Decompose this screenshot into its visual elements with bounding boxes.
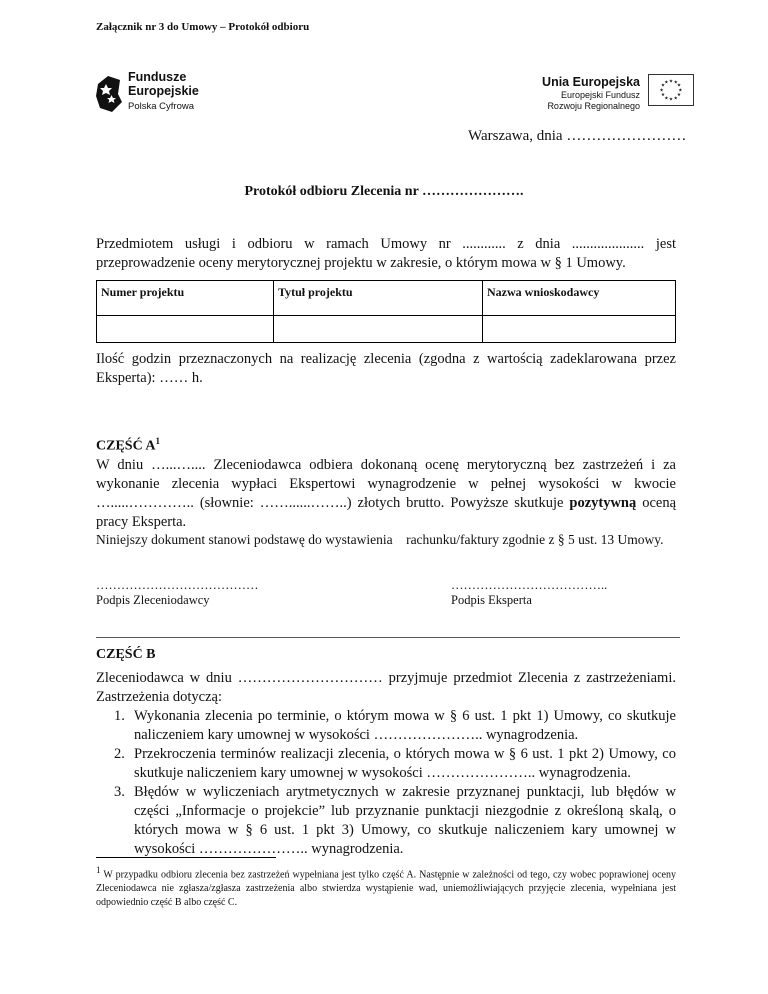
footnote: $^1$ W przypadku odbioru zlecenia bez zastrzeżeń wypełniana jest tylko część A. Następnie w zależności od tego, czy wobec poprawionej oceny Zleceniodawca nie zgłasza/zgłasza zastrzeżenia albo stwierdza wystąpienie wad, uniemożliwiających przyjęcie zlecenia, wypełniana jest odpowiednio część B albo część C. [96, 865, 676, 909]
svg-text:★: ★ [664, 96, 669, 102]
list-item: 2. Przekroczenia terminów realizacji zlecenia, o których mowa w § 6 ust. 1 pkt 2) Umowy, co skutkuje naliczeniem kary umownej w wysokości ………………….. wynagrodzenia. [114, 746, 676, 781]
col-project-number: Numer projektu [97, 281, 274, 316]
section-divider [96, 637, 680, 638]
eu-logo-line3: Rozwoju Regionalnego [547, 101, 640, 111]
table-row [97, 316, 676, 343]
part-a-paragraph: W dniu …...….... Zleceniodawca odbiera dokonaną ocenę merytoryczną bez zastrzeżeń i za wykonanie zlecenia wypłaci Ekspertowi wynagrodzenie w pełnej wysokości w kwocie ….....………….. (słownie: ……......……..) złotych brutto. Powyższe skutkuje pozytywną oceną pracy Eksperta. [96, 457, 677, 530]
eu-flag-icon [648, 74, 694, 106]
list-item: 3. Błędów w wyliczeniach arytmetycznych w zakresie przyznanej punktacji, lub błędów w części „Informacje o projekcie” lub przyznanie punktacji niezgodnie z określoną skalą, o których mowa w § 6 ust. 1 pkt 3) Umowy, co skutkuje naliczeniem kary umownej w wysokości ………………….. wynagrodzenia. [114, 784, 676, 857]
attachment-note: Załącznik nr 3 do Umowy – Protokół odbioru [96, 21, 310, 33]
svg-text:★: ★ [668, 79, 674, 85]
signature-client-label: Podpis Zleceniodawcy [96, 593, 210, 607]
list-item: 1. Wykonania zlecenia po terminie, o którym mowa w § 6 ust. 1 pkt 1) Umowy, co skutkuje naliczeniem kary umownej w wysokości ………………….. wynagrodzenia. [114, 708, 676, 743]
footnote-divider [96, 857, 276, 858]
cell-project-title[interactable] [274, 316, 483, 343]
page-title: Protokół odbioru Zlecenia nr …………………. [244, 184, 524, 199]
cell-applicant-name[interactable] [483, 316, 676, 343]
footnote-ref: 1 [155, 436, 161, 446]
positive-emphasis: pozytywną [569, 495, 637, 511]
fe-logo-line1: Fundusze [128, 70, 187, 84]
fundusze-europejskie-logo [96, 70, 216, 120]
svg-text:★: ★ [668, 97, 674, 103]
part-a-heading: CZĘŚĆ $A^1$ [96, 436, 161, 454]
reservations-list [96, 707, 676, 859]
svg-text:★: ★ [676, 93, 682, 99]
svg-text:★: ★ [664, 80, 669, 86]
fe-star-icon [96, 74, 122, 114]
signature-expert [451, 578, 607, 608]
svg-text:★: ★ [660, 93, 666, 99]
col-applicant-name: Nazwa wnioskodawcy [483, 281, 676, 316]
svg-text:★: ★ [676, 83, 682, 89]
svg-text:★: ★ [660, 83, 666, 89]
svg-text:★: ★ [678, 88, 683, 94]
svg-text:★: ★ [673, 96, 678, 102]
eu-logo-text [530, 74, 640, 112]
part-b-heading: CZĘŚĆ B [96, 647, 156, 662]
signature-expert-dots: ……………………………….. [451, 578, 608, 592]
fe-logo-line2: Europejskie [128, 84, 199, 98]
basis-statement: Niniejszy dokument stanowi podstawę do wystawienia rachunku/faktury zgodnie z § 5 ust. 13 Umowy. [96, 532, 664, 547]
signature-client [96, 578, 259, 608]
hours-paragraph: Ilość godzin przeznaczonych na realizację zlecenia (zgodna z wartością zadeklarowana przez Eksperta): …… h. [96, 351, 676, 386]
eu-logo-line1: Unia Europejska [542, 75, 640, 89]
eu-logo-line2: Europejski Fundusz [560, 90, 640, 100]
svg-text:★: ★ [659, 88, 664, 94]
part-b-paragraph: Zleceniodawca w dniu ………………………… przyjmuje przedmiot Zlecenia z zastrzeżeniami. Zastrzeżenia dotyczą: [96, 670, 676, 705]
signature-client-dots: ………………………………… [96, 578, 259, 592]
col-project-title: Tytuł projektu [274, 281, 483, 316]
project-table [96, 280, 676, 343]
intro-paragraph: Przedmiotem usługi i odbioru w ramach Umowy nr ............ z dnia .................... jest przeprowadzenie oceny merytorycznej projektu w zakresie, o którym mowa w § 1 Umowy. [96, 236, 676, 271]
signature-expert-label: Podpis Eksperta [451, 593, 532, 607]
cell-project-number[interactable] [97, 316, 274, 343]
fe-logo-line3: Polska Cyfrowa [128, 101, 194, 112]
date-line: Warszawa, dnia …………………… [468, 128, 687, 144]
svg-text:★: ★ [673, 80, 678, 86]
